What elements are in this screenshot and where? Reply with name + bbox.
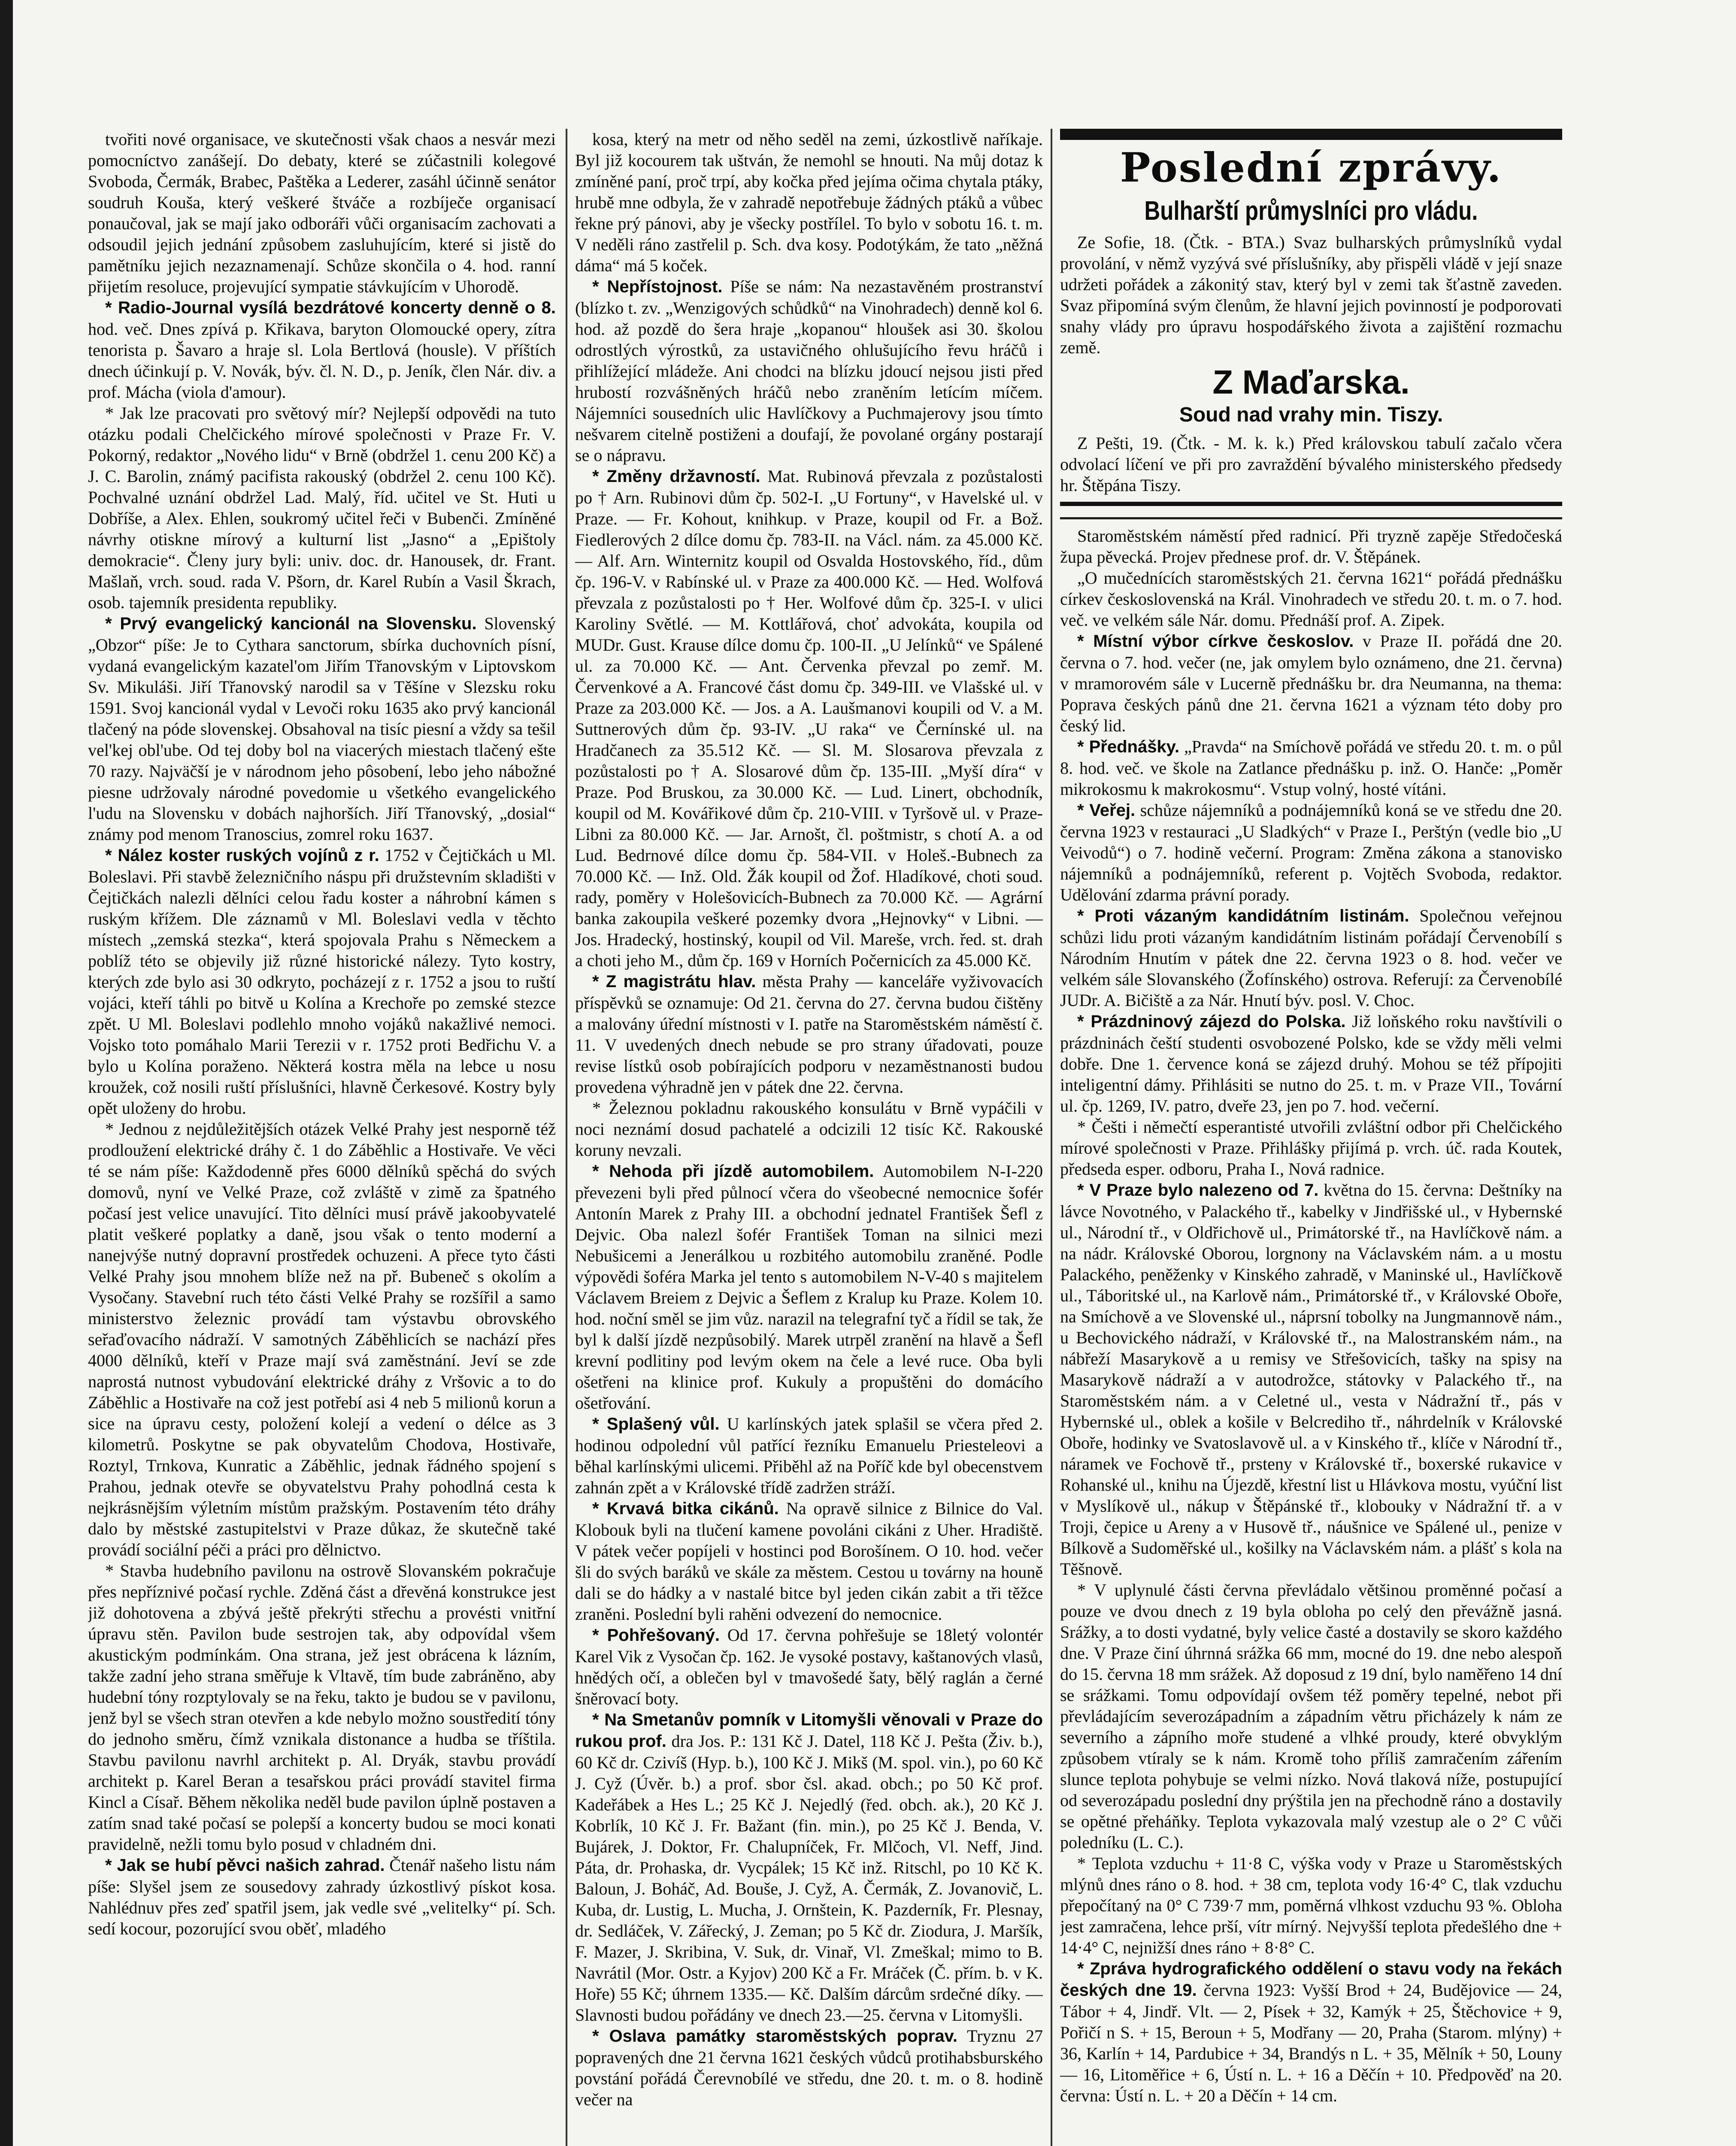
- item-lead-in: * Prázdninový zájezd do Polska.: [1077, 1012, 1346, 1031]
- item-lead-in: * Splašený vůl.: [592, 1415, 720, 1434]
- news-item: „O mučednících staroměstských 21. června 1621“ pořádá přednášku církev československá na Král. Vinohradech ve středu 20. t. m. o 7. hod. več. ve velkém sále Nár. domu. Přednáší prof. A. Zipek.: [1060, 568, 1562, 630]
- news-item: * V uplynulé části června převládalo většinou proměnné počasí a pouze ve dvou dnech z 19 byla obloha po celý den převážně jasná. Srážky, a to dosti vydatné, byly velice časté a dostavily se skoro každého dne. V Praze činí úhrnná srážka 66 mm, mocné do 19. dne nebo alespoň do 15. června 18 mm srážek. Až doposud z 19 dní, bylo naměřeno 14 dní se srážkami. Tomu odpovídají ovšem též poměry tepelné, nebot při převládajícím severozápadním a západním větru přicházely k nám ze severního a zápního moře studené a vlhké proudy, které obvyklým způsobem vtíraly se k nám. Kromě toho příliš zamračením zářením slunce teplota pohybuje se velmi nízko. Nová tlaková níže, postupující od severozápadu poslední dny prýštila jen na přechodně ráno a dostavily se opětné přeháňky. Teplota vykazovala malý vzestup ale o 2° C vůči poledníku (L. C.).: [1060, 1580, 1562, 1852]
- item-lead-in: * Veřej.: [1077, 801, 1136, 820]
- item-lead-in: * Na Smetanův pomník v Litomyšli věnovali v Praze do rukou prof.: [575, 1710, 1043, 1751]
- item-lead-in: * Nepřístojnost.: [592, 277, 723, 296]
- latest-news-box: [1060, 129, 1562, 510]
- news-item: * V Praze bylo nalezeno od 7. května do 15. června: Deštníky na lávce Novotného, v Palackého tř., kabelky v Jindřišské ul., v Hybernské ul., Národní tř., v Oldřichově ul., Primátorské tř., na Havlíčkově nám. a na nádr. Královské Oborou, lorgnony na Václavském nám. a u mostu Palackého, peněženky v Kinského zahradě, v Maninské ul., Havlíčkově ul., Táboritské ul., na Karlově nám., Primátorské tř., v Královské Oboře, na Smíchově a ve Slovenské ul., náprsní tobolky na Jungmannově nám., u Bechovického nádraží, v Královské tř., na Malostranském nám., na nábřeží Masarykově a u remisy ve Střešovicích, tašky na spisy na Masarykově nádraží a v autodrožce, státovky v Palackého tř., na Staroměstském nám. a v Celetné ul., vesta v Nádražní tř., pás v Hybernské ul., oblek a košile v Belcrediho tř., náhrdelník v Královské Oboře, hodinky ve Svatoslavově ul. a v Kinského tř., klíče v Národní tř., náramek ve Fochově tř., prsteny v Královské tř., boxerské rukavice v Rohanské ul., knihu na Újezdě, křestní list u Hlávkova mostu, vyúční list v Myslíkově ul., nákup v Štěpánské tř., klobouky v Nádražní tř. a v Troji, čepice u Areny a v Husově tř., náušnice ve Spálené ul., penize v Bílkově a Sudoměřské ul., košilky na Václavském nám. a plášť s kola na Těšnově.: [1060, 1180, 1562, 1579]
- article-paragraph: * Prvý evangelický kancionál na Slovensku. Slovenský „Obzor“ píše: Je to Cythara sanctorum, sbírka duchovních písní, vydaná evangelickým kazatel'om Jiřím Třanovským v Liptovskom Sv. Mikuláši. Jiří Třanovský narodil sa v Těšíne v Slezsku roku 1591. Svoj kancionál vydal v Levoči roku 1635 ako prvý kancionál tlačený na póde slovenskej. Obsahoval na tisíc piesní a vždy sa tešil vel'kej obl'ube. Od tej doby bol na viacerých miestach tlačený ešte 70 razy. Najväčší je v národnom jeho pôsobení, lebo jeho nábožné piesne udržovaly národné povedomie u všetkého evangelického l'udu na Slovensku v dobách najhorších. Jiří Třanovský, „dosial“ známy pod menom Tranoscius, zomrel roku 1637.: [88, 614, 556, 844]
- column-rule: [1051, 129, 1052, 2146]
- article-paragraph: * Nehoda při jízdě automobilem. Automobilem N-I-220 převezeni byli před půlnocí včera do všeobecné nemocnice šofér Antonín Marek z Prahy III. a obchodní jednatel František Šefl z Dejvic. Oba nalezl šofér František Toman na silnici mezi Nebušicemi a Jenerálkou u rozbitého automobilu zraněné. Podle výpovědi šoféra Marka jel tento s automobilem N-V-40 s majitelem Václavem Breiem z Dejvic a Šeflem z Kralup ku Praze. Kolem 10. hod. noční směl se jim vůz. narazil na telegrafní tyč a řídil se tak, že byl k další jízdě nezpůsobilý. Marek utrpěl zranění na hlavě a Šefl krevní podlitiny pod levým okem na čele a levé ruce. Oba byli ošetřeni na klinice prof. Kukuly a propuštěni do domácího ošetřování.: [575, 1161, 1043, 1412]
- item-lead-in: * V Praze bylo nalezeno od 7.: [1077, 1181, 1319, 1200]
- item-lead-in: * Krvavá bitka cikánů.: [592, 1499, 779, 1518]
- article-paragraph: kosa, který na metr od něho seděl na zemi, úzkostlivě naříkaje. Byl již kocourem tak uštván, že nemohl se hnouti. Na můj dotaz k zmíněné paní, proč trpí, aby kočka před jejíma očima chytala ptáky, hrubě mne odbyla, že v zahradě nepotřebuje žádných ptáků a vůbec řekne prý pánovi, aby je všecky postřílel. To bylo v sobotu 16. t. m. V neděli ráno zastřelil p. Sch. dva kosy. Podotýkám, že tato „něžná dáma“ má 5 koček.: [575, 130, 1043, 275]
- article-paragraph: * Nepřístojnost. Píše se nám: Na nezastavěném prostranství (blízko t. zv. „Wenzigových schůdků“ na Vinohradech) denně kol 6. hod. až pozdě do šera hraje „kopanou“ hloušek asi 30. školou odrostlých výrostků, za ustavičného ohlušujícího řevu hráčů i přihlížející mládeže. Ani chodci na blízku jdoucí nejsou jisti před hrubostí rozvášněných hráčů nebo zraněním letícím míčem. Nájemníci sousedních ulic Havlíčkovy a Puchmajerovy jsou tímto nešvarem citelně postiženi a doufají, že povolané orgány postarají se o nápravu.: [575, 277, 1043, 465]
- item-lead-in: * Z magistrátu hlav.: [592, 972, 756, 991]
- black-band-bottom: [1060, 502, 1562, 506]
- story-hungary: Z Pešti, 19. (Čtk. - M. k. k.) Před královskou tabulí začalo včera odvolací líčení ve při pro zavraždění bývalého ministerského předsedy hr. Štěpána Tiszy.: [1060, 433, 1562, 495]
- news-item: * Proti vázaným kandidátním listinám. Společnou veřejnou schůzi lidu proti vázaným kandidátním listinám pořádají Červenobílí s Národním Hnutím v pátek dne 22. června 1923 o 8. hod. večer ve velkém sále Slovanského (Žofínského) ostrova. Referují: za Červenobílé JUDr. A. Bičiště a za Nár. Hnutí býv. posl. V. Choc.: [1060, 906, 1562, 1010]
- item-lead-in: * Nález koster ruských vojínů z r.: [105, 846, 379, 865]
- column-rule: [566, 129, 567, 2146]
- item-lead-in: * Zpráva hydrografického oddělení o stavu vody na řekách českých dne 19.: [1060, 1959, 1562, 2000]
- column-middle: [575, 129, 1043, 2146]
- article-paragraph: * Nález koster ruských vojínů z r. 1752 v Čejtičkách u Ml. Boleslavi. Při stavbě železničního náspu při družstevním skladišti v Čejtičkách nalezli dělníci celou řadu koster a náhrobní kámen s ruským křížem. Dle záznamů v Ml. Boleslavi vedla v těchto místech „zemská stezka“, která spojovala Prahu s Německem a poblíž této se objevily již různé historické nálezy. Tyto kostry, kterých zde bylo asi 30 odkryto, pocházejí z r. 1752 a jsou to ruští vojáci, kteří táhli po bitvě u Kolína a Krechoře po zemské stezce zpět. U Ml. Boleslavi podlehlo mnoho vojáků nakažlivé nemoci. Vojsko toto pomáhalo Marii Terezii v r. 1752 proti Bedřichu V. a bylo u Kolína poraženo. Některá kostra měla na lebce u nosu kroužek, což nosili ruští příslušníci, hlavně Čerkesové. Kostry byly opět uloženy do hrobu.: [88, 846, 556, 1118]
- item-lead-in: * Místní výbor církve českoslov.: [1077, 632, 1354, 651]
- item-lead-in: * Nehoda při jízdě automobilem.: [592, 1162, 874, 1181]
- item-lead-in: * Změny državností.: [592, 467, 760, 486]
- column-left: [88, 129, 556, 2146]
- latest-news-masthead: Poslední zprávy.: [1120, 144, 1503, 191]
- section-divider: [1060, 517, 1562, 519]
- article-paragraph: * Pohřešovaný. Od 17. června pohřešuje se 18letý volontér Karel Vik z Vysočan čp. 162. Je vysoké postavy, kaštanových vlasů, hnědých očí, a oblečen byl v tmavošedé šaty, bělý raglán a černé šněrovací boty.: [575, 1625, 1043, 1708]
- story-bulgaria: Ze Sofie, 18. (Čtk. - BTA.) Svaz bulharských průmyslníků vydal provolání, v němž vyzývá své příslušníky, aby přispěli vládě v její snaze udržeti pořádek a zákonitý stav, který byl v zemi tak šťastně zaveden. Svaz připomíná svým členům, že hlavní jejich povinností je podporovati snahy vlády pro úpravu hospodářského života a zajištění rozmachu země.: [1060, 233, 1562, 357]
- item-lead-in: * Přednášky.: [1077, 737, 1180, 756]
- headline-bulgaria: Bulharští průmyslníci pro vládu.: [1144, 196, 1478, 226]
- article-paragraph: * Jednou z nejdůležitějších otázek Velké Prahy jest nesporně též prodloužení elektrické dráhy č. 1 do Záběhlic a Hostivaře. Ve věci té se nám píše: Každodenně přes 6000 dělníků spěchá do svých domovů, nyní ve Velké Praze, což zvláště v zimě za špatného počasí jest velice unavující. Tito dělníci musí právě jakoobyvatelé platit veškeré poplatky a daně, jsou však o tento moderní a nanejvýše nutný dopravní prostředek ochuzeni. A přece tyto části Velké Prahy jsou mnohem blíže než na př. Bubeneč s okolím a Vysočany. Stavební ruch této části Velké Prahy se rozšířil a samo ministerstvo železnic provádí tam výstavbu obrovského seřaďovacího nádraží. V samotných Záběhlicích se nachází přes 4000 dělníků, kteří v Praze mají svá zaměstnání. Jeví se zde naprostá nutnost vybudování elektrické dráhy z Vršovic a to do Záběhlic a Hostivaře na což jest potřebí asi 4 neb 5 milionů korun a sice na úpravu cesty, položení kolejí a vedení o délce as 3 kilometrů. Poskytne se pak obyvatelům Chodova, Hostivaře, Roztyl, Trnkova, Kunratic a Záběhlic, jednak řádného spojení s Prahou, jednak otevře se obyvatelstvu Prahy pohodlná cesta k nejkrásnějším výletním místům pražským. Postavením této dráhy dalo by městské zastupitelstvi v Praze důkaz, že skutečně také provádí sociální péči a práci pro dělnictvo.: [88, 1119, 556, 1559]
- news-item: * Prázdninový zájezd do Polska. Již loňského roku navštívili o prázdninách čeští studenti osvobozené Polsko, kde se vždy měli velmi dobře. Dne 1. července koná se zájezd druhý. Mohou se též přípojiti inteligentní dámy. Přihlásiti se nutno do 25. t. m. v Praze VII., Tovární ul. čp. 1269, IV. patro, dveře 23, jen po 7. hod. večerní.: [1060, 1012, 1562, 1115]
- article-paragraph: * Na Smetanův pomník v Litomyšli věnovali v Praze do rukou prof. dra Jos. P.: 131 Kč J. Datel, 118 Kč J. Pešta (Živ. b.), 60 Kč dr. Czivíš (Hyp. b.), 100 Kč J. Mikš (M. spol. vin.), po 60 Kč J. Cyž (Úvěr. b.) a prof. sbor čsl. akad. obch.; po 50 Kč prof. Kadeřábek a Hes L.; 25 Kč J. Nejedlý (řed. obch. ak.), 20 Kč J. Kobrlík, 10 Kč J. Fr. Bažant (fin. min.), po 25 Kč J. Benda, V. Bujárek, J. Doktor, Fr. Chalupníček, Fr. Mlčoch, Vl. Neff, Jind. Páta, dr. Prohaska, dr. Vycpálek; 15 Kč inž. Ritschl, po 10 Kč K. Baloun, J. Boháč, Ad. Bouše, J. Cyž, A. Čermák, Z. Jovanovič, L. Kuba, dr. Lustig, L. Mucha, J. Ornštein, K. Pazderník, Fr. Plesnay, dr. Sedláček, V. Zářecký, J. Zeman; po 5 Kč dr. Ziodura, J. Maršík, F. Mazer, J. Skribina, V. Suk, dr. Vinař, Vl. Zmeškal; mimo to B. Navrátil (Mor. Ostr. a Kyjov) 200 Kč a Fr. Mráček (Č. přím. b. v K. Hoře) 55 Kč; úhrnem 1335.— Kč. Dalším dárcům srdečné díky. — Slavnosti budou pořádány ve dnech 23.—25. června v Litomyšli.: [575, 1710, 1043, 2025]
- news-item: * Přednášky. „Pravda“ na Smíchově pořádá ve středu 20. t. m. o půl 8. hod. več. ve škole na Zatlance přednášku p. inž. O. Hanče: „Poměr mikrokosmu k makrokosmu“. Vstup volný, hosté vítáni.: [1060, 737, 1562, 799]
- item-lead-in: * Jak se hubí pěvci našich zahrad.: [105, 1856, 385, 1875]
- article-paragraph: * Radio-Journal vysílá bezdrátové koncerty denně o 8. hod. več. Dnes zpívá p. Křikava, baryton Olomoucké opery, zítra tenorista p. Šavaro a hraje sl. Lola Bertlová (housle). V příštích dnech účinkují p. V. Novák, býv. čl. N. D., p. Jeník, člen Nár. div. a prof. Mácha (viola d'amour).: [88, 298, 556, 402]
- article-paragraph: tvořiti nové organisace, ve skutečnosti však chaos a nesvár mezi pomocníctvo zanášejí. Do debaty, které se zúčastnili kolegové Svoboda, Čermák, Brabec, Paštěka a Lederer, zasáhl účinně senátor soudruh Kouša, který veškeré štváče a rozbíječe organisací ponaučoval, jak se mají jako odboráři vůči organisacím zachovati a odsoudil jejich jednání způsobem zasluhujícím, které si jistě do pamětníku jejich nezaznamenají. Schůze skončila o 4. hod. ranní přijetím resoluce, projevující sympatie stávkujícím v Uhorodě.: [88, 130, 556, 296]
- news-item: * Zpráva hydrografického oddělení o stavu vody na řekách českých dne 19. června 1923: Vyšší Brod + 24, Budějovice — 24, Tábor + 4, Jindř. Vlt. — 2, Písek + 32, Kamýk + 25, Štěchovice + 9, Pořičí n S. + 15, Beroun + 5, Modřany — 20, Praha (Starom. mlýny) + 36, Karlín + 14, Pardubice + 34, Brandýs n L. + 35, Mělník + 50, Louny — 16, Litoměřice + 6, Ústí n. L. + 16 a Děčín + 10. Předpověď na 20. června: Ústí n. L. + 20 a Děčín + 14 cm.: [1060, 1959, 1562, 2105]
- item-lead-in: * Oslava památky staroměstských poprav.: [592, 2027, 957, 2046]
- black-band-top: [1060, 129, 1562, 140]
- news-item: * Teplota vzduchu + 11·8 C, výška vody v Praze u Staroměstských mlýnů dnes ráno o 8. hod. + 38 cm, teplota vody 16·4° C, tlak vzduchu přepočítaný na 0° C 739·7 mm, poměrná vlhkost vzduchu 93 %. Obloha jest zamračena, lehce prší, vítr mírný. Nejvyšší teplota předešlého dne + 14·4° C, nejnižší dnes ráno + 8·8° C.: [1060, 1854, 1562, 1957]
- article-paragraph: * Jak lze pracovati pro světový mír? Nejlepší odpovědi na tuto otázku podali Chelčického mírové společnosti v Praze Fr. V. Pokorný, redaktor „Nového lidu“ v Brně (obdržel 1. cenu 200 Kč) a J. C. Barolin, známý pacifista rakouský (obdržel 2. cenu 100 Kč). Pochvalné uznání obdržel Lad. Malý, říd. učitel ve St. Huti u Dobříše, a Alex. Ehlen, soukromý učitel řeči v Bubenči. Zmíněné návrhy otiskne mírový a kulturní list „Jasno“ a „Epištoly demokracie“. Členy jury byli: univ. doc. dr. Hanousek, dr. Frant. Mašlaň, vrch. soud. rada V. Pšorn, dr. Karel Rubín a Vasil Škrach, osob. tajemník presidenta republiky.: [88, 403, 556, 612]
- subheadline-hungary: Soud nad vrahy min. Tiszy.: [1179, 403, 1443, 426]
- news-item: Staroměstském náměstí před radnicí. Při tryzně zapěje Středočeská župa pěvecká. Projev přednese prof. dr. V. Štěpánek.: [1060, 526, 1562, 567]
- article-paragraph: * Splašený vůl. U karlínských jatek splašil se včera před 2. hodinou odpolední vůl patřící řezníku Emanuelu Priesteleovi a běhal karlínskými ulicemi. Přiběhl až na Poříč kde byl obecenstvem zahnán zpět a v Královské třídě zadržen stráží.: [575, 1414, 1043, 1497]
- article-paragraph: * Oslava památky staroměstských poprav. Tryznu 27 popravených dne 21 června 1621 českých vůdců protihabsburského povstání pořádá Čerevnobílé ve středu, dne 20. t. m. o 8. hodině večer na: [575, 2026, 1043, 2109]
- article-paragraph: * Z magistrátu hlav. města Prahy — kanceláře vyživovacích příspěvků se oznamuje: Od 21. června do 27. června budou čištěny a malovány úřední místnosti v I. patře na Staroměstském náměstí č. 11. V uvedených dnech nebude se pro strany úřadovati, pouze revise lístků osob pobírajících podporu v nezaměstnanosti budou provedena výhradně jen v pátek dne 22. června.: [575, 972, 1043, 1097]
- item-lead-in: * Radio-Journal vysílá bezdrátové koncerty denně o 8.: [105, 298, 556, 317]
- news-item: * Češti i němečtí esperantisté utvořili zvláštní odbor při Chelčického mírové společnosti v Praze. Přihlášky přijímá p. vrch. úč. rada Koutek, předseda esper. odboru, Praha I., Nová radnice.: [1060, 1117, 1562, 1179]
- item-lead-in: * Proti vázaným kandidátním listinám.: [1077, 906, 1409, 925]
- article-paragraph: * Změny državností. Mat. Rubinová převzala z pozůstalosti po † Arn. Rubinovi dům čp. 502-I. „U Fortuny“, v Havelské ul. v Praze. — Fr. Kohout, knihkup. v Praze, koupil od Fr. a Bož. Fiedlerových 2 dílce domu čp. 783-II. na Václ. nám. za 45.000 Kč. — Alf. Arn. Winternitz koupil od Osvalda Hostovského, říd., dům čp. 196-V. v Rabínské ul. v Praze za 400.000 Kč. — Hed. Wolfová převzala z pozůstalosti po † Her. Wolfové dům čp. 325-I. v ulici Karoliny Světlé. — M. Kottlářová, choť advokáta, koupila od MUDr. Gust. Krause dílce domu čp. 100-II. „U Jelínků“ ve Spálené ul. za 70.000 Kč. — Ant. Červenka převzal po zemř. M. Červenkové a A. Francové část domu čp. 349-III. ve Vlašské ul. v Praze za 203.000 Kč. — Jos. a A. Laušmanovi koupili od V. a M. Suttnerových dům čp. 93-IV. „U raka“ ve Černínské ul. na Hradčanech za 35.512 Kč. — Sl. M. Slosarova převzala z pozůstalosti po † A. Slosarové dům čp. 135-III. „Myší díra“ v Praze. Pod Bruskou, za 30.000 Kč. — Lud. Linert, obchodník, koupil od M. Kovářikové dům čp. 210-VIII. v Tyršově ul. v Praze-Libni za 80.000 Kč. — Jar. Arnošt, čl. poštmistr, s chotí A. a od Lud. Bedrnové dílce domu čp. 584-VII. v Holeš.-Bubnech za 70.000 Kč. — Inž. Old. Žák koupil od Žof. Hladíkové, choti soud. rady, poměry v Holešovicích-Bubnech za 70.000 Kč. — Agrární banka zakoupila veškeré pozemky dvora „Hejnovky“ v Libni. — Jos. Hradecký, hostinský, koupil od Vil. Mareše, vrch. řed. st. drah a choti jeho M., dům čp. 169 v Horních Počernicích za 45.000 Kč.: [575, 467, 1043, 970]
- item-lead-in: * Pohřešovaný.: [592, 1626, 720, 1645]
- page-edge-shadow: [0, 0, 13, 2146]
- article-paragraph: * Jak se hubí pěvci našich zahrad. Čtenář našeho listu nám píše: Slyšel jsem ze sousedovy zahrady úzkostlivý pískot kosa. Nahlédnuv přes zeď spatřil jsem, jak vedle své „velitelky“ pí. Sch. sedí kocour, pozorující svou oběť, mladého: [88, 1855, 556, 1938]
- item-lead-in: * Prvý evangelický kancionál na Slovensku.: [105, 614, 477, 633]
- news-item: * Veřej. schůze nájemníků a podnájemníků koná se ve středu dne 20. června 1923 v restauraci „U Sladkých“ v Praze I., Perštýn (vedle bio „U Veivodů“) o 7. hodině večerní. Program: Změna zákona a stanovisko nájemníků a podnájemníků, referent p. Vojtěch Svoboda, redaktor. Udělování zdarma právní porady.: [1060, 800, 1562, 904]
- headline-hungary: Z Maďarska.: [1212, 363, 1410, 401]
- column-right: [1060, 129, 1562, 2146]
- news-item: * Místní výbor církve českoslov. v Praze II. pořádá dne 20. června o 7. hod. večer (ne, jak omylem bylo oznámeno, dne 21. června) v mramorovém sále v Lucerně přednášku br. dra Neumanna, na thema: Poprava českých pánů dne 21. června 1621 a význam této doby pro český lid.: [1060, 631, 1562, 735]
- article-paragraph: * Stavba hudebního pavilonu na ostrově Slovanském pokračuje přes nepříznivé počasí rychle. Zděná část a dřevěná konstrukce jest již dohotovena a zbývá ještě překrýti střechu a provésti vnitřní úpravu stěn. Pavilon bude sestrojen tak, aby odpovídal všem akustickým podmínkám. Ona strana, jež jest obrácena k lázním, takže zadní jeho strana směřuje k Vltavě, tím bude zabráněno, aby hudební tóny rozptylovaly se na řeku, takto je budou se v pavilonu, jenž byl se všech stran otevřen a kde nebylo možno soustředití tóny do jednoho směru, čímž vznikala distonance a hudba se tříštila. Stavbu pavilonu navrhl architekt p. Al. Dryák, stavbu provádí architekt p. Karel Beran a tesařskou práci provádí stavitel firma Kincl a Císař. Během několika neděl bude pavilon úplně postaven a zatím snad také počasí se polepší a koncerty budou se moci konati pravidelně, nežli tomu bylo posud v chladném dni.: [88, 1561, 556, 1854]
- article-paragraph: * Krvavá bitka cikánů. Na opravě silnice z Bilnice do Val. Klobouk byli na tlučení kamene povoláni cikáni z Uher. Hradiště. V pátek večer popíjeli v hostinci pod Borošínem. O 10. hod. večer šli do svých baráků ve skále za městem. Cestou u továrny na houně dali se do hádky a v nastalé bitce byl jeden cikán zabit a tři těžce zraněni. Poslední byli rahěni odvezení do nemocnice.: [575, 1499, 1043, 1624]
- article-paragraph: * Železnou pokladnu rakouského konsulátu v Brně vypáčili v noci neznámí dosud pachatelé a odcizili 12 tisíc Kč. Rakouské koruny nevzali.: [575, 1098, 1043, 1160]
